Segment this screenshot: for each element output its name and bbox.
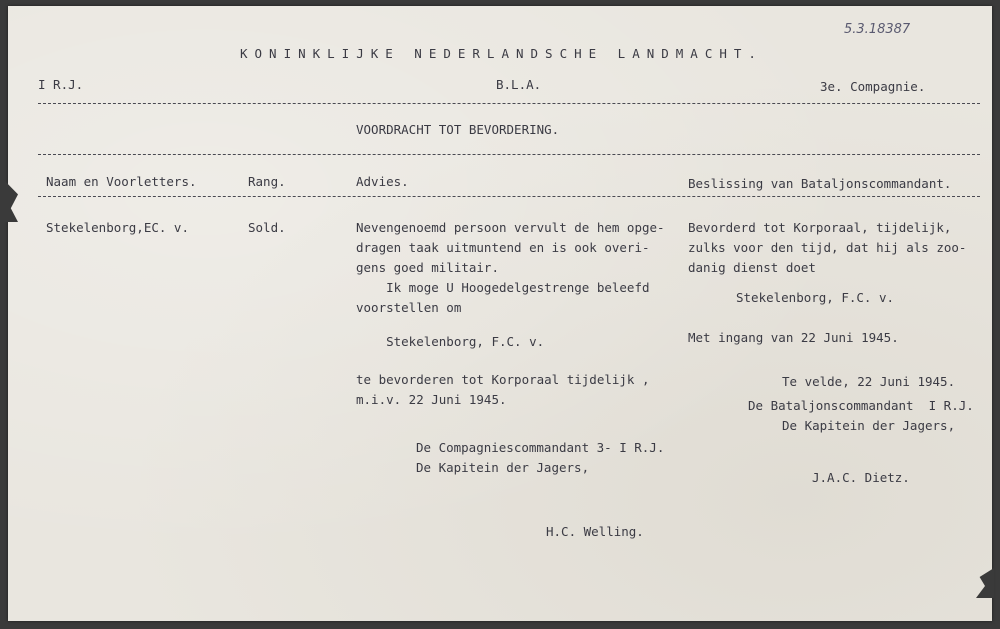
column-header-advice: Advies. (356, 174, 409, 189)
divider-line (38, 196, 980, 197)
decision-line: Bevorderd tot Korporaal, tijdelijk, (688, 220, 952, 235)
advice-line: dragen taak uitmuntend en is ook overi- (356, 240, 650, 255)
divider-line (38, 154, 980, 155)
advice-line: Stekelenborg, F.C. v. (356, 334, 545, 349)
battalion-commander-title: De Bataljonscommandant I R.J. (748, 398, 974, 413)
battalion-commander-rank: De Kapitein der Jagers, (782, 418, 956, 433)
unit-label: I R.J. (38, 77, 84, 92)
paper-tear (0, 176, 18, 222)
decision-line: Met ingang van 22 Juni 1945. (688, 330, 899, 345)
battalion-commander-signature: J.A.C. Dietz. (812, 470, 910, 485)
document-page (8, 6, 992, 621)
archive-mark: 5.3.18387 (844, 22, 911, 37)
column-header-decision: Beslissing van Bataljonscommandant. (688, 176, 952, 191)
company-commander-rank: De Kapitein der Jagers, (416, 460, 590, 475)
paper-tear (976, 568, 994, 598)
company-commander-signature: H.C. Welling. (546, 524, 644, 539)
document-title: KONINKLIJKE NEDERLANDSCHE LANDMACHT. (240, 46, 763, 61)
decision-line: danig dienst doet (688, 260, 816, 275)
location-label: B.L.A. (496, 77, 542, 92)
company-commander-title: De Compagniescommandant 3- I R.J. (416, 440, 665, 455)
advice-line: m.i.v. 22 Juni 1945. (356, 392, 507, 407)
decision-line: Stekelenborg, F.C. v. (736, 290, 895, 305)
advice-line: gens goed militair. (356, 260, 499, 275)
column-header-name: Naam en Voorletters. (46, 174, 197, 189)
person-name: Stekelenborg,EC. v. (46, 220, 189, 235)
advice-line: te bevorderen tot Korporaal tijdelijk , (356, 372, 650, 387)
column-header-rank: Rang. (248, 174, 286, 189)
advice-line: voorstellen om (356, 300, 462, 315)
advice-line: Nevengenoemd persoon vervult de hem opge- (356, 220, 665, 235)
decision-line: zulks voor den tijd, dat hij als zoo- (688, 240, 967, 255)
advice-line: Ik moge U Hoogedelgestrenge beleefd (356, 280, 650, 295)
document-subtitle: VOORDRACHT TOT BEVORDERING. (356, 122, 560, 137)
person-rank: Sold. (248, 220, 286, 235)
divider-line (38, 103, 980, 104)
company-label: 3e. Compagnie. (820, 79, 926, 94)
decision-date: Te velde, 22 Juni 1945. (782, 374, 956, 389)
